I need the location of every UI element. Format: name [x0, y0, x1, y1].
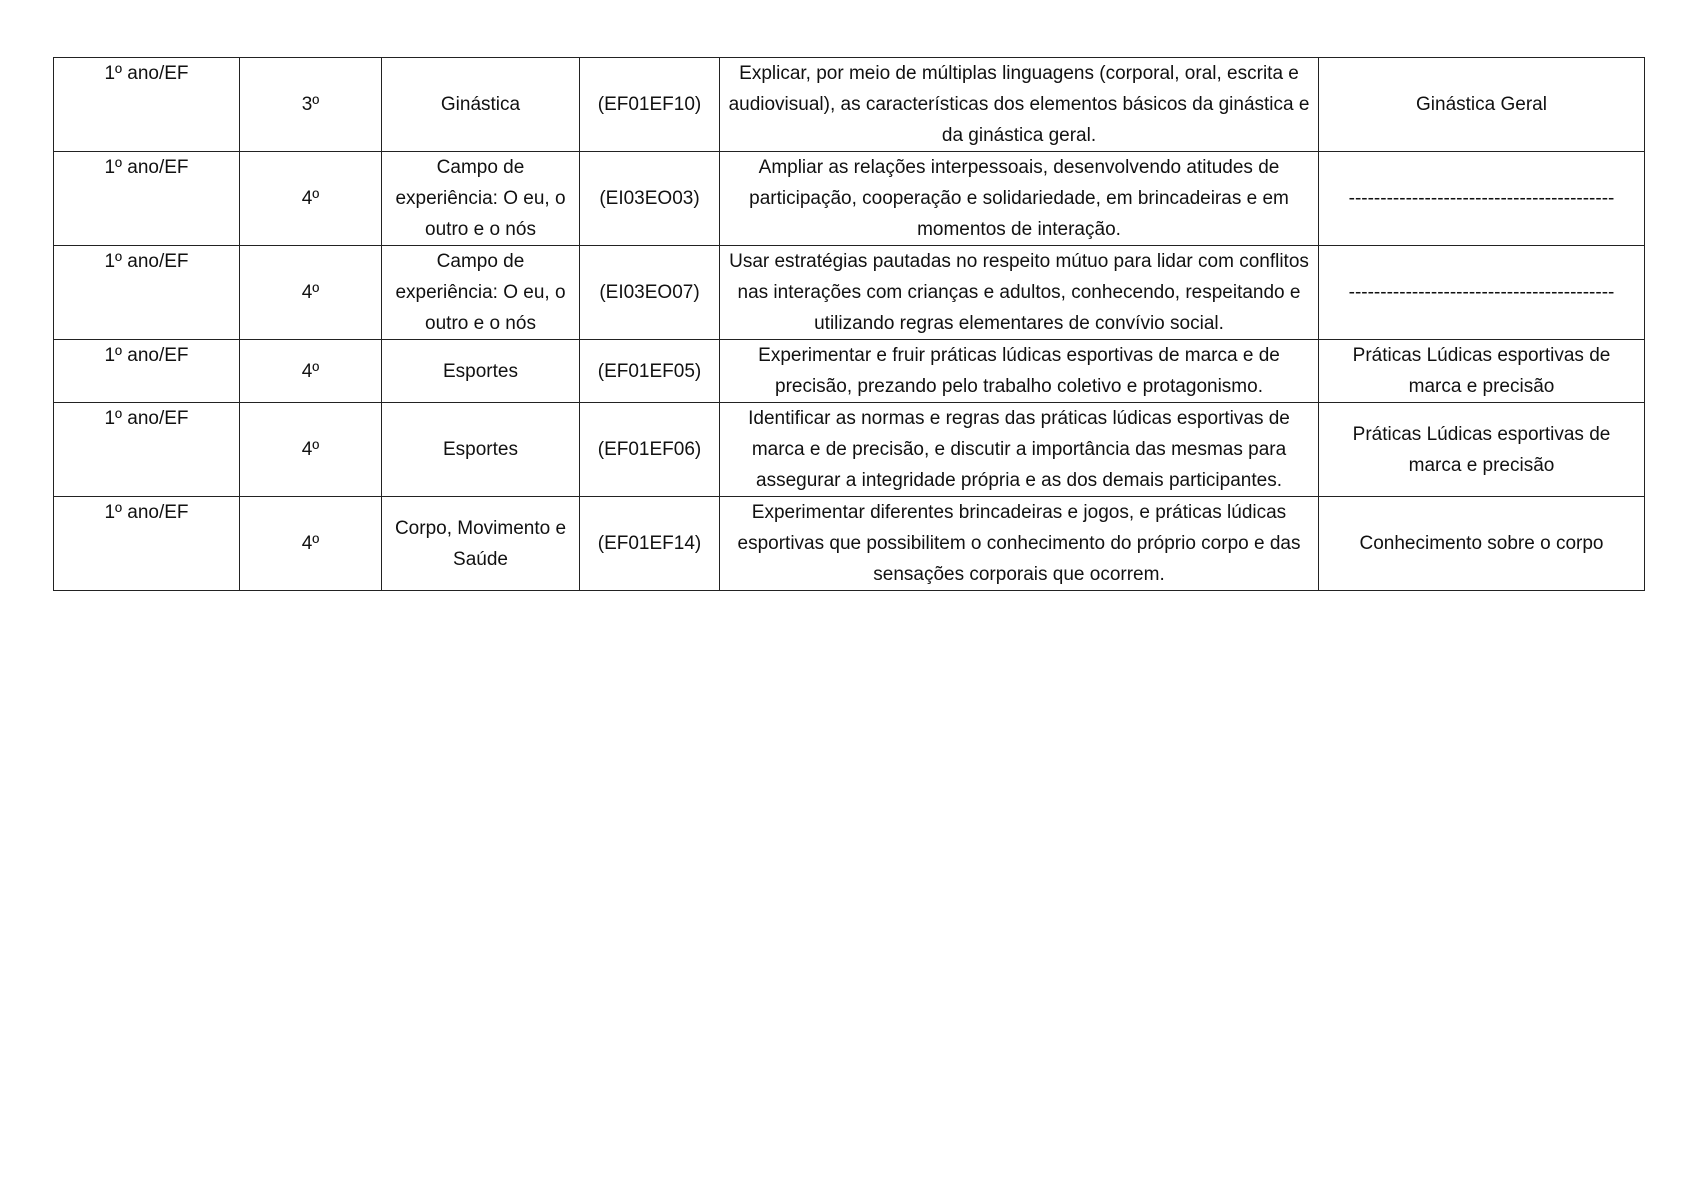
bimester-cell: 4º: [240, 246, 382, 340]
thematic-unit-cell: Campo de experiência: O eu, o outro e o nós: [382, 152, 580, 246]
bimester-cell: 4º: [240, 403, 382, 497]
thematic-unit-cell: Campo de experiência: O eu, o outro e o nós: [382, 246, 580, 340]
thematic-unit-cell: Esportes: [382, 340, 580, 403]
bimester-cell: 3º: [240, 58, 382, 152]
curriculum-table: [53, 57, 1645, 591]
empty-dash-placeholder: ------------------------------------------: [1348, 282, 1615, 303]
thematic-unit-cell: Corpo, Movimento e Saúde: [382, 497, 580, 591]
table-row: [54, 58, 1645, 152]
knowledge-object-cell: Ginástica Geral: [1319, 58, 1645, 152]
objective-cell: Experimentar e fruir práticas lúdicas esportivas de marca e de precisão, prezando pelo trabalho coletivo e protagonismo.: [720, 340, 1319, 403]
table-row: [54, 403, 1645, 497]
skill-code-cell: (EF01EF14): [580, 497, 720, 591]
objective-cell: Explicar, por meio de múltiplas linguagens (corporal, oral, escrita e audiovisual), as características dos elementos básicos da ginástica e da ginástica geral.: [720, 58, 1319, 152]
year-cell: 1º ano/EF: [54, 246, 240, 340]
year-cell: 1º ano/EF: [54, 58, 240, 152]
year-cell: 1º ano/EF: [54, 340, 240, 403]
skill-code-cell: (EF01EF06): [580, 403, 720, 497]
bimester-cell: 4º: [240, 152, 382, 246]
table-row: [54, 497, 1645, 591]
knowledge-object-cell: Práticas Lúdicas esportivas de marca e precisão: [1319, 340, 1645, 403]
thematic-unit-cell: Ginástica: [382, 58, 580, 152]
skill-code-cell: (EF01EF05): [580, 340, 720, 403]
year-cell: 1º ano/EF: [54, 152, 240, 246]
objective-cell: Experimentar diferentes brincadeiras e jogos, e práticas lúdicas esportivas que possibilitem o conhecimento do próprio corpo e das sensações corporais que ocorrem.: [720, 497, 1319, 591]
objective-cell: Ampliar as relações interpessoais, desenvolvendo atitudes de participação, cooperação e solidariedade, em brincadeiras e em momentos de interação.: [720, 152, 1319, 246]
table-row: [54, 246, 1645, 340]
knowledge-object-cell: Práticas Lúdicas esportivas de marca e precisão: [1319, 403, 1645, 497]
year-cell: 1º ano/EF: [54, 403, 240, 497]
skill-code-cell: (EF01EF10): [580, 58, 720, 152]
empty-dash-placeholder: ------------------------------------------: [1348, 188, 1615, 209]
knowledge-object-cell: Conhecimento sobre o corpo: [1319, 497, 1645, 591]
objective-cell: Usar estratégias pautadas no respeito mútuo para lidar com conflitos nas interações com crianças e adultos, conhecendo, respeitando e utilizando regras elementares de convívio social.: [720, 246, 1319, 340]
bimester-cell: 4º: [240, 340, 382, 403]
table-row: [54, 340, 1645, 403]
year-cell: 1º ano/EF: [54, 497, 240, 591]
knowledge-object-cell: [1319, 246, 1645, 340]
skill-code-cell: (EI03EO03): [580, 152, 720, 246]
skill-code-cell: (EI03EO07): [580, 246, 720, 340]
knowledge-object-cell: [1319, 152, 1645, 246]
objective-cell: Identificar as normas e regras das práticas lúdicas esportivas de marca e de precisão, e discutir a importância das mesmas para assegurar a integridade própria e as dos demais participantes.: [720, 403, 1319, 497]
table-row: [54, 152, 1645, 246]
document-page: [53, 57, 1644, 591]
thematic-unit-cell: Esportes: [382, 403, 580, 497]
bimester-cell: 4º: [240, 497, 382, 591]
